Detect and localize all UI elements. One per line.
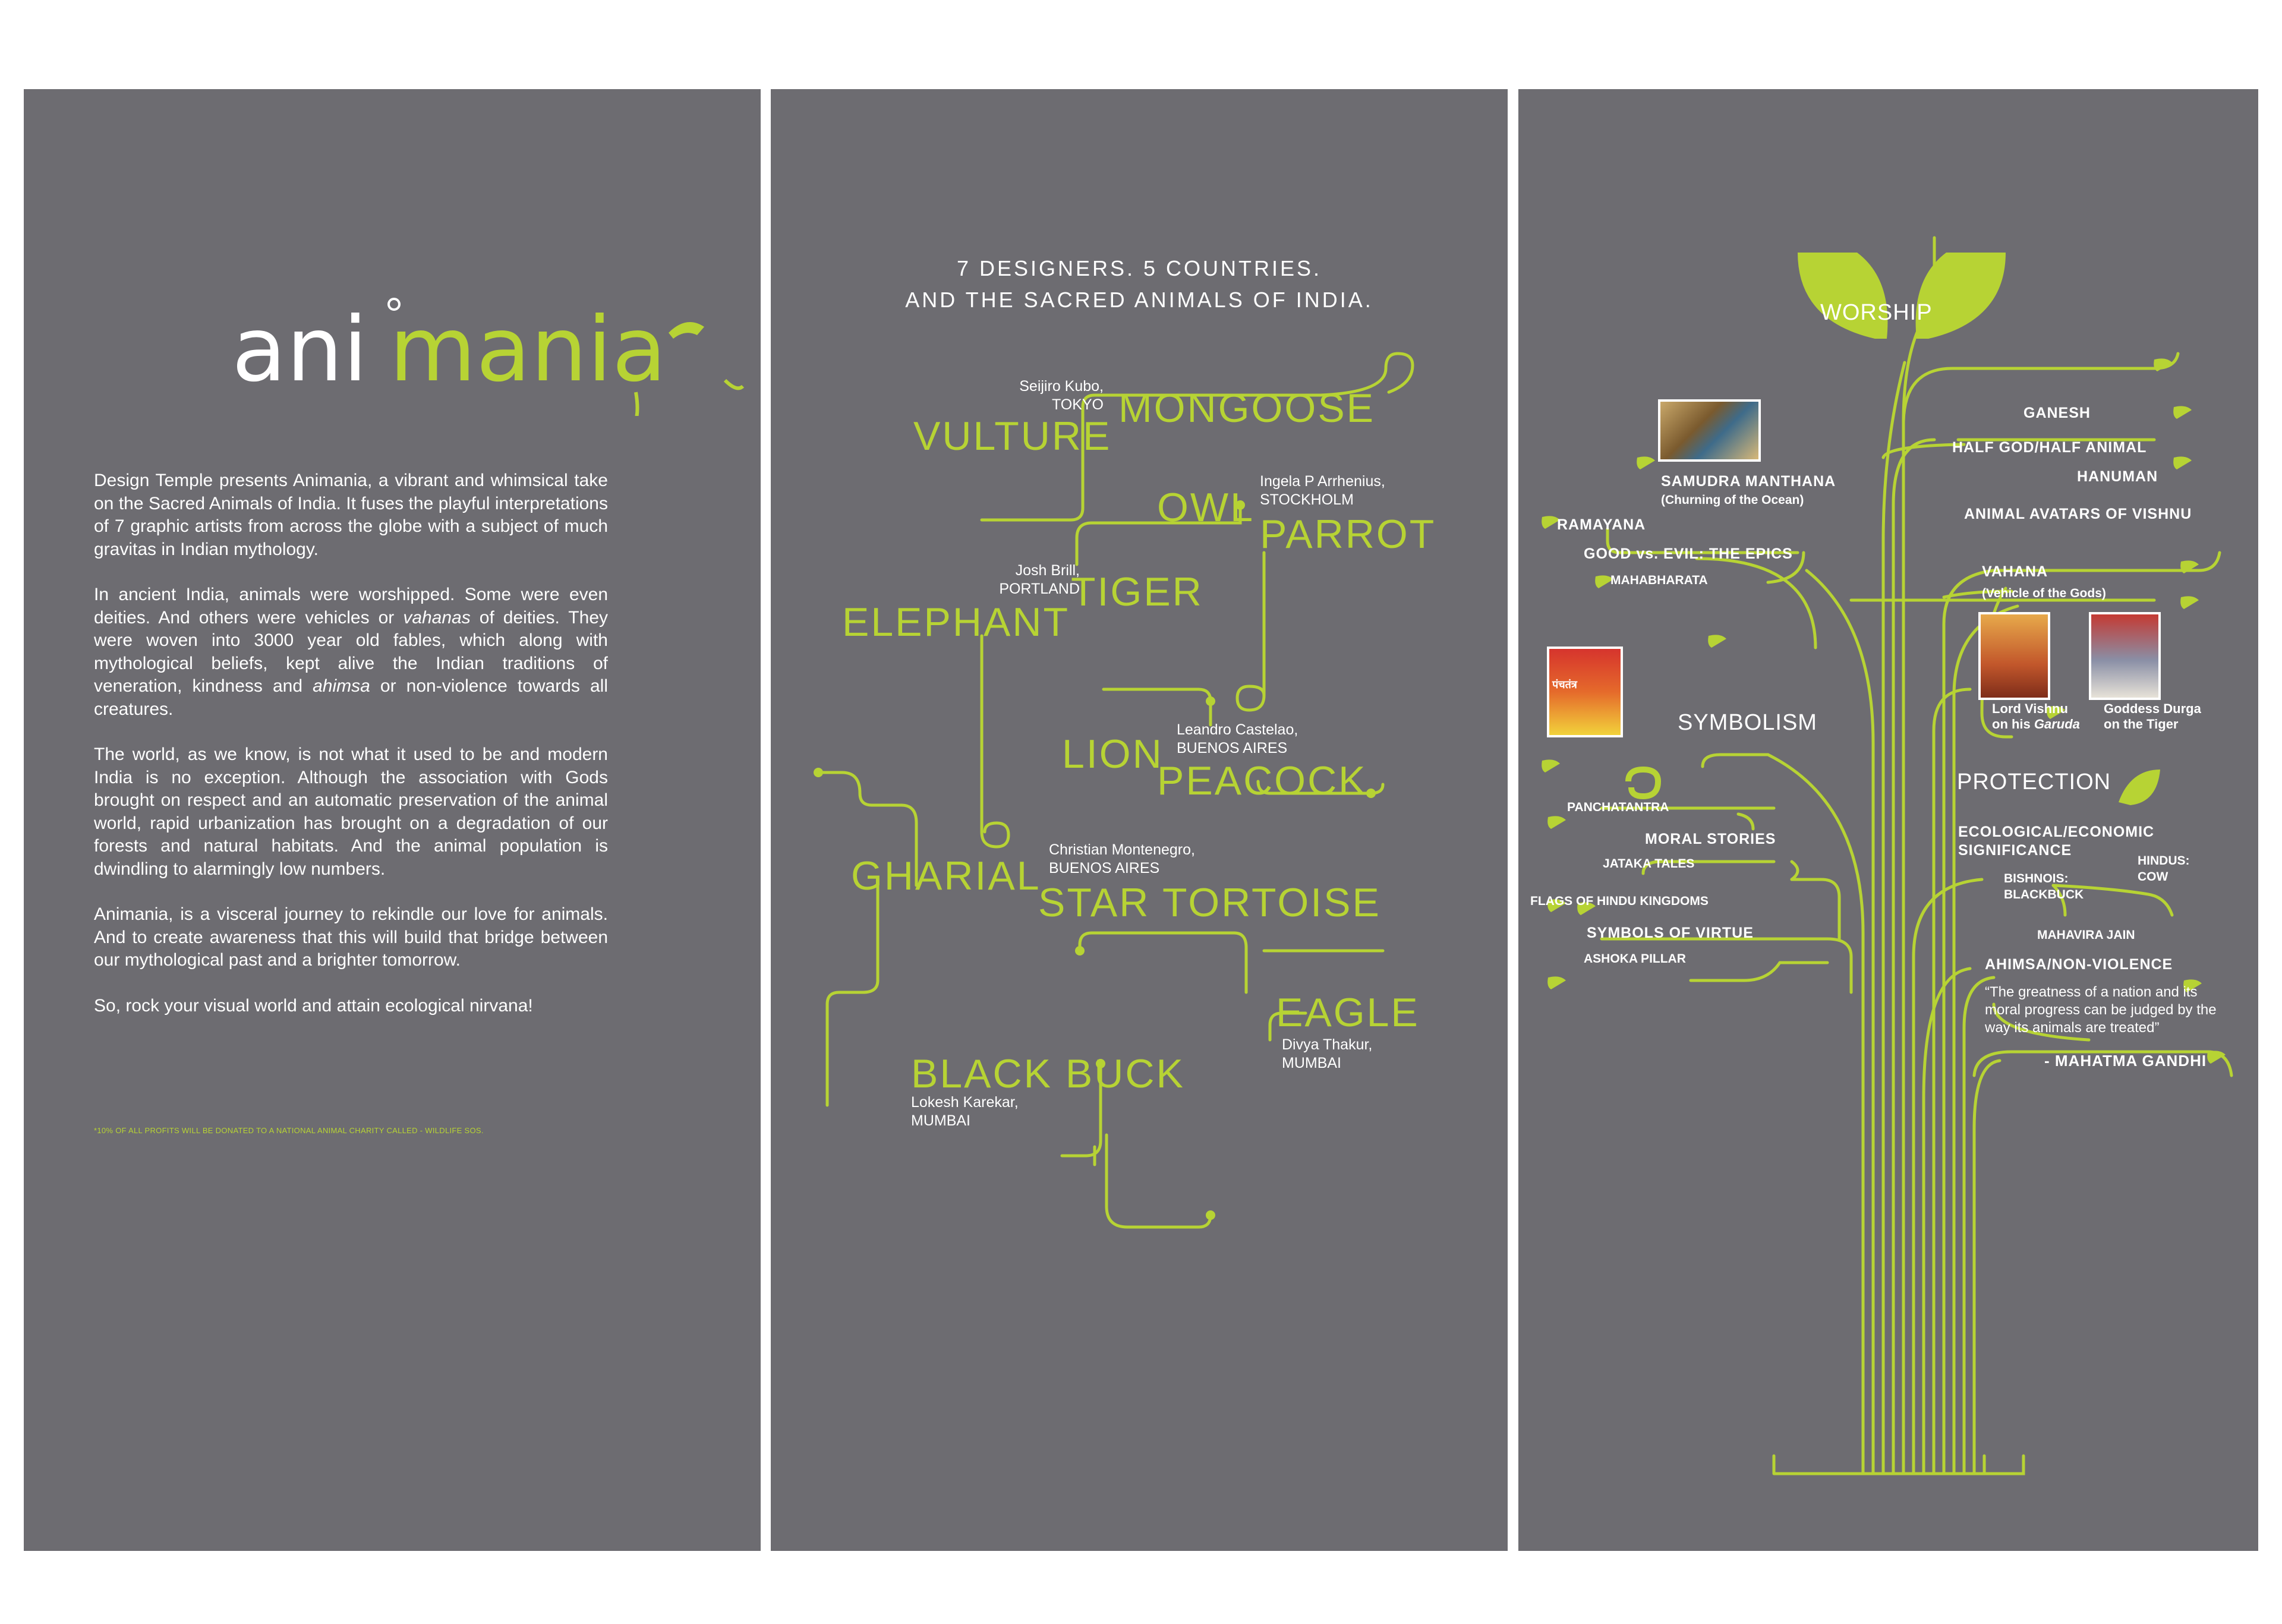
logo-white-text: ani <box>232 298 368 402</box>
label-jataka-tales: JATAKA TALES <box>1603 857 1695 871</box>
designers-panel <box>771 89 1508 1551</box>
panel2-headline <box>771 253 1508 316</box>
designer-credit: Ingela P Arrhenius, STOCKHOLM <box>1260 473 1385 508</box>
label-ganesh: GANESH <box>2023 405 2091 421</box>
label-flags-hindu-kingdoms: FLAGS OF HINDU KINGDOMS <box>1530 894 1709 908</box>
animal-gharial: GHARIAL <box>851 853 1041 898</box>
animal-black-buck: BLACK BUCK <box>911 1051 1185 1096</box>
label-good-vs-evil: GOOD vs. EVIL: THE EPICS <box>1584 545 1793 562</box>
logo-green-text: mania <box>389 298 667 402</box>
label-panchatantra: PANCHATANTRA <box>1567 800 1669 814</box>
label-avatars-vishnu: ANIMAL AVATARS OF VISHNU <box>1964 506 2192 522</box>
designer-credit: Josh Brill, PORTLAND <box>999 562 1080 597</box>
animal-star-tortoise: STAR TORTOISE <box>1038 880 1381 925</box>
animal-peacock: PEACOCK <box>1157 758 1367 803</box>
designer-credit: Leandro Castelao, BUENOS AIRES <box>1177 721 1298 756</box>
intro-body <box>94 469 608 1040</box>
animal-elephant: ELEPHANT <box>842 600 1070 645</box>
bird-icon <box>669 322 704 339</box>
intro-paragraph: In ancient India, animals were worshipped. Some were even deities. And others were vehicles or vahanas of deities. They were woven into 3000 year old fables, which along with mythological beliefs, kept alive the Indian traditions of veneration, kindness and ahimsa or non-violence towards all creatures. <box>94 585 609 719</box>
tree-panel <box>1518 89 2258 1551</box>
intro-panel <box>24 89 761 1551</box>
vishnu-garuda-image <box>1978 612 2050 700</box>
label-ecological: ECOLOGICAL/ECONOMIC SIGNIFICANCE <box>1958 824 2155 859</box>
section-protection: PROTECTION <box>1957 770 2111 794</box>
label-bishnois-blackbuck: BISHNOIS: BLACKBUCK <box>2004 872 2084 901</box>
label-hindus-cow: HINDUS: COW <box>2138 854 2190 884</box>
quote-author: - MAHATMA GANDHI <box>2044 1052 2207 1070</box>
animal-owl: OWL <box>1157 485 1255 530</box>
gandhi-quote: “The greatness of a nation and its moral progress can be judged by the way its animals are treated” <box>1985 984 2217 1036</box>
animal-eagle: EAGLE <box>1276 990 1420 1035</box>
caption-durga: Goddess Durga on the Tiger <box>2104 701 2201 731</box>
designer-credit: Lokesh Karekar, MUMBAI <box>911 1094 1019 1129</box>
label-half-god: HALF GOD/HALF ANIMAL <box>1952 439 2147 456</box>
label-mahabharata: MAHABHARATA <box>1610 573 1708 587</box>
caption-vishnu: Lord Vishnu on his Garuda <box>1992 701 2080 731</box>
label-ahimsa: AHIMSA/NON-VIOLENCE <box>1985 956 2173 973</box>
panchatantra-book-image <box>1547 647 1623 737</box>
animal-vulture: VULTURE <box>913 414 1112 459</box>
animal-mongoose: MONGOOSE <box>1118 386 1376 431</box>
intro-paragraph: Design Temple presents Animania, a vibrant and whimsical take on the Sacred Animals of India. It fuses the playful interpretations of 7 graphic artists from across the globe with a subject of much gravitas in Indian mythology. <box>94 471 608 559</box>
logo-end-swirl <box>725 380 743 388</box>
intro-paragraph: Animania, is a visceral journey to rekindle our love for animals. And to create awareness that this will build that bridge between our mythological past and a brighter tomorrow. <box>94 904 608 970</box>
label-vahana-sub: (Vehicle of the Gods) <box>1982 586 2106 600</box>
designer-credit: Divya Thakur, MUMBAI <box>1282 1036 1373 1071</box>
headline-line-1: 7 DESIGNERS. 5 COUNTRIES. <box>956 256 1322 280</box>
book-title: पंचतंत्र <box>1552 679 1577 691</box>
animal-parrot: PARROT <box>1260 512 1436 557</box>
designer-credit: Seijiro Kubo, TOKYO <box>1019 378 1104 413</box>
section-worship: WORSHIP <box>1820 300 1933 325</box>
label-symbols-virtue: SYMBOLS OF VIRTUE <box>1587 925 1754 941</box>
label-ramayana: RAMAYANA <box>1557 516 1646 533</box>
section-symbolism: SYMBOLISM <box>1678 710 1817 735</box>
animal-tiger: TIGER <box>1071 569 1203 614</box>
donation-footnote: *10% OF ALL PROFITS WILL BE DONATED TO A NATIONAL ANIMAL CHARITY CALLED - WILDLIFE SOS. <box>94 1126 484 1135</box>
animal-lion: LION <box>1062 731 1164 777</box>
label-mahavira-jain: MAHAVIRA JAIN <box>2037 928 2135 942</box>
label-samudra-manthana: SAMUDRA MANTHANA <box>1661 473 1836 490</box>
label-ashoka-pillar: ASHOKA PILLAR <box>1584 952 1686 966</box>
intro-paragraph: So, rock your visual world and attain ecological nirvana! <box>94 995 533 1016</box>
label-vahana: VAHANA <box>1982 563 2048 580</box>
designer-credit: Christian Montenegro, BUENOS AIRES <box>1049 841 1195 876</box>
intro-paragraph: The world, as we know, is not what it used to be and modern India is no exception. Although the association with Gods brought on respect and an automatic preservation of the animal world, rapid urbanization has brought on a degradation of our forests and natural habitats. And the animal population is dwindling to alarmingly low numbers. <box>94 745 608 879</box>
headline-line-2: AND THE SACRED ANIMALS OF INDIA. <box>905 288 1373 312</box>
samudra-manthana-image <box>1658 399 1761 462</box>
animania-logo <box>226 297 749 416</box>
durga-tiger-image <box>2089 612 2161 700</box>
label-moral-stories: MORAL STORIES <box>1645 831 1776 847</box>
label-samudra-sub: (Churning of the Ocean) <box>1661 493 1804 507</box>
label-hanuman: HANUMAN <box>2077 468 2158 485</box>
